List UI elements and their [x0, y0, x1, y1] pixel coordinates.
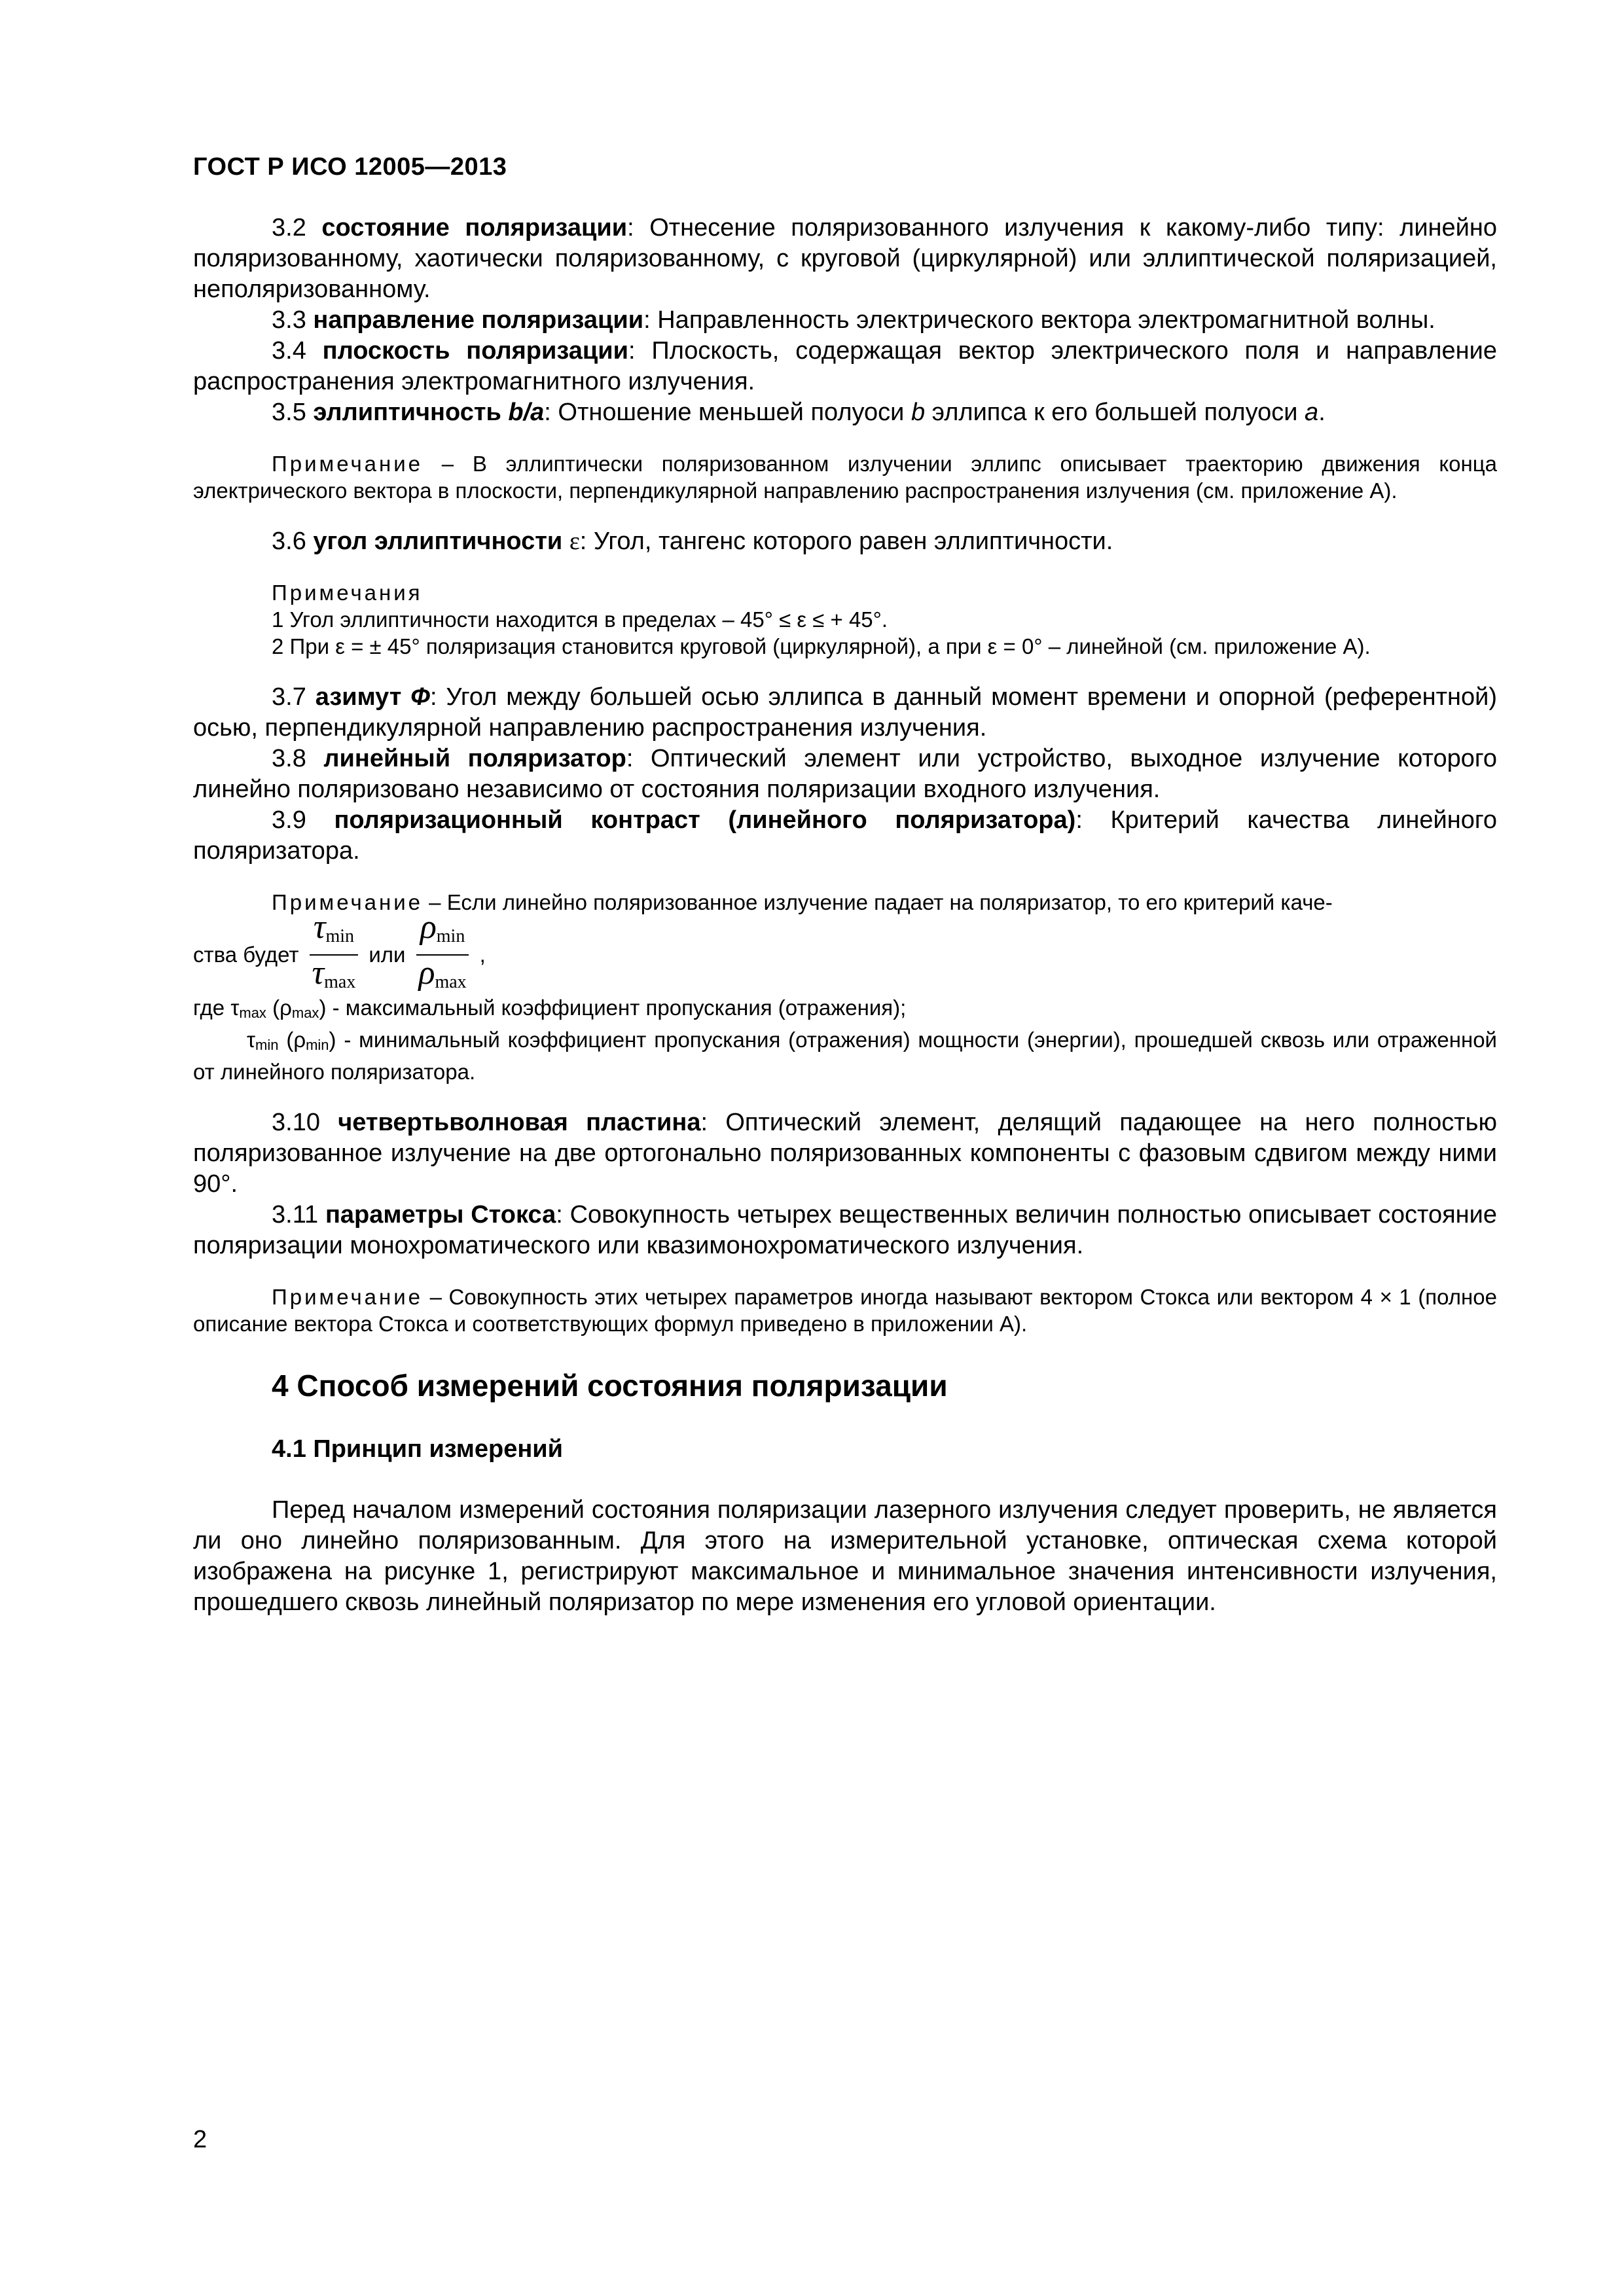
- rho-fraction: [414, 910, 470, 1000]
- note-text: – Совокупность этих четырех параметров иногда называют вектором Стокса или вектором 4 × 1 (полное описание вектора Стокса и соответствующих формул приведено в приложении А).: [193, 1285, 1497, 1336]
- item-3-8: [193, 744, 1497, 805]
- tau-denominator: [308, 956, 360, 1000]
- item-3-4: [193, 336, 1497, 397]
- sub-max: max: [435, 972, 467, 992]
- item-3-3: [193, 305, 1497, 336]
- rho-symbol: ρ: [420, 908, 437, 946]
- phi-symbol: Ф: [410, 683, 430, 711]
- term: линейный поляризатор: [323, 745, 626, 772]
- item-number: 3.5: [272, 399, 314, 426]
- sub-min: min: [255, 1037, 279, 1053]
- note-3-6-2: 2 При ε = ± 45° поляризация становится круговой (циркулярной), а при ε = 0° – линейной (см. приложение А).: [272, 634, 1371, 658]
- item-3-7: [193, 682, 1497, 744]
- item-3-5: [193, 397, 1497, 428]
- term: поляризационный контраст (линейного поляризатора): [334, 806, 1076, 834]
- contrast-formula: [193, 908, 1497, 994]
- rho-denominator: [414, 956, 470, 1000]
- item-number: 3.4: [272, 337, 323, 365]
- item-3-2: [193, 213, 1497, 305]
- where-text: τ: [247, 1028, 256, 1052]
- where-line-1: [193, 994, 1497, 1026]
- item-3-6: [193, 526, 1497, 557]
- symbol-b: b: [911, 399, 926, 426]
- where-text: ) - минимальный коэффициент пропускания (отражения) мощности (энергии), прошедшей сквозь или отраженной от линейного поляризатора.: [193, 1028, 1497, 1084]
- note-text: – Если линейно поляризованное излучение падает на поляризатор, то его критерий каче-: [423, 890, 1333, 914]
- note-3-9: [193, 889, 1497, 916]
- note-label: Примечание: [272, 890, 424, 914]
- term: азимут: [315, 683, 411, 711]
- note-3-5: [193, 450, 1497, 504]
- term-symbol: b/a: [508, 399, 545, 426]
- epsilon-symbol: ε: [569, 528, 580, 555]
- term: параметры Стокса: [325, 1201, 556, 1229]
- where-line-2: [193, 1026, 1497, 1085]
- item-number: 3.6: [272, 528, 314, 555]
- definition: : Угол, тангенс которого равен эллиптичности.: [579, 528, 1113, 555]
- definition: : Угол между большей осью эллипса в данный момент времени и опорной (референтной) осью, перпендикулярной направлению распространения излучения.: [193, 683, 1497, 742]
- where-text: (ρ: [266, 996, 292, 1020]
- definition: : Оптический элемент, делящий падающее на него полностью поляризованное излучение на две ортогонально поляризованных компоненты с фазовым сдвигом между ними 90°.: [193, 1109, 1497, 1198]
- note-label: Примечание: [272, 452, 424, 476]
- sub-min: min: [436, 926, 465, 946]
- term: четвертьволновая пластина: [338, 1109, 701, 1136]
- sub-min: min: [306, 1037, 329, 1053]
- rho-numerator: [416, 910, 469, 956]
- definition: : Плоскость, содержащая вектор электрического поля и направление распространения электромагнитного излучения.: [193, 337, 1498, 395]
- item-number: 3.8: [272, 745, 324, 772]
- tau-numerator: [310, 910, 358, 956]
- tau-fraction: [308, 910, 360, 1000]
- rho-symbol: ρ: [418, 954, 435, 992]
- sub-min: min: [325, 926, 355, 946]
- notes-3-6-label: [193, 579, 1497, 606]
- tau-symbol: τ: [313, 908, 326, 946]
- tau-symbol: τ: [312, 954, 325, 992]
- definition: : Отношение меньшей полуоси: [544, 399, 911, 426]
- item-number: 3.11: [272, 1201, 325, 1229]
- where-text: ) - максимальный коэффициент пропускания (отражения);: [319, 996, 907, 1020]
- or-word: или: [369, 942, 406, 967]
- note-3-6-1: 1 Угол эллиптичности находится в пределах – 45° ≤ ε ≤ + 45°.: [272, 607, 888, 632]
- sub-max: max: [291, 1005, 319, 1021]
- term: эллиптичность: [313, 399, 509, 426]
- notes-label: Примечания: [272, 581, 423, 605]
- definition: : Отнесение поляризованного излучения к какому-либо типу: линейно поляризованному, хаотически поляризованному, с круговой (циркулярной) или эллиптической поляризацией, неполяризованному.: [193, 214, 1498, 303]
- item-number: 3.2: [272, 214, 322, 242]
- comma: ,: [479, 942, 486, 967]
- note-label: Примечание: [272, 1285, 424, 1309]
- term: направление поляризации: [313, 306, 644, 334]
- item-number: 3.3: [272, 306, 314, 334]
- item-3-11: [193, 1200, 1497, 1261]
- where-text: (ρ: [278, 1028, 306, 1052]
- where-text: где τ: [193, 996, 240, 1020]
- document-code-header: ГОСТ Р ИСО 12005—2013: [193, 153, 507, 181]
- item-number: 3.10: [272, 1109, 338, 1136]
- period: .: [1318, 399, 1326, 426]
- item-number: 3.7: [272, 683, 316, 711]
- page-number: 2: [193, 2126, 208, 2153]
- item-3-10: [193, 1107, 1497, 1200]
- section-4-1-paragraph: Перед началом измерений состояния поляризации лазерного излучения следует проверить, не является ли оно линейно поляризованным. Для этого на измерительной установке, оптическая схема которой изображена на рисунке 1, регистрируют максимальное и минимальное значения интенсивности излучения, прошедшего сквозь линейный поляризатор по мере изменения его угловой ориентации.: [193, 1496, 1497, 1616]
- term: угол эллиптичности: [313, 528, 569, 555]
- definition: : Критерий качества линейного поляризатора.: [193, 806, 1498, 865]
- item-3-9: [193, 805, 1497, 867]
- section-4-title: 4 Способ измерений состояния поляризации: [272, 1369, 948, 1403]
- note-3-11: [193, 1283, 1497, 1337]
- term: состояние поляризации: [321, 214, 628, 242]
- item-number: 3.9: [272, 806, 334, 834]
- definition: : Направленность электрического вектора электромагнитной волны.: [643, 306, 1435, 334]
- sub-max: max: [239, 1005, 266, 1021]
- definition-cont: эллипса к его большей полуоси: [925, 399, 1305, 426]
- subsection-4-1-title: 4.1 Принцип измерений: [272, 1435, 564, 1463]
- definition: : Оптический элемент или устройство, выходное излучение которого линейно поляризовано независимо от состояния поляризации входного излучения.: [193, 745, 1498, 803]
- page-content: [193, 213, 1497, 1618]
- formula-prefix: ства будет: [193, 942, 299, 967]
- symbol-a: a: [1305, 399, 1319, 426]
- note-text: – В эллиптически поляризованном излучении эллипс описывает траекторию движения конца электрического вектора в плоскости, перпендикулярной направлению распространения излучения (см. приложение А).: [193, 452, 1497, 503]
- term: плоскость поляризации: [322, 337, 628, 365]
- sub-max: max: [324, 972, 356, 992]
- definition: : Совокупность четырех вещественных величин полностью описывает состояние поляризации монохроматического или квазимонохроматического излучения.: [193, 1201, 1497, 1259]
